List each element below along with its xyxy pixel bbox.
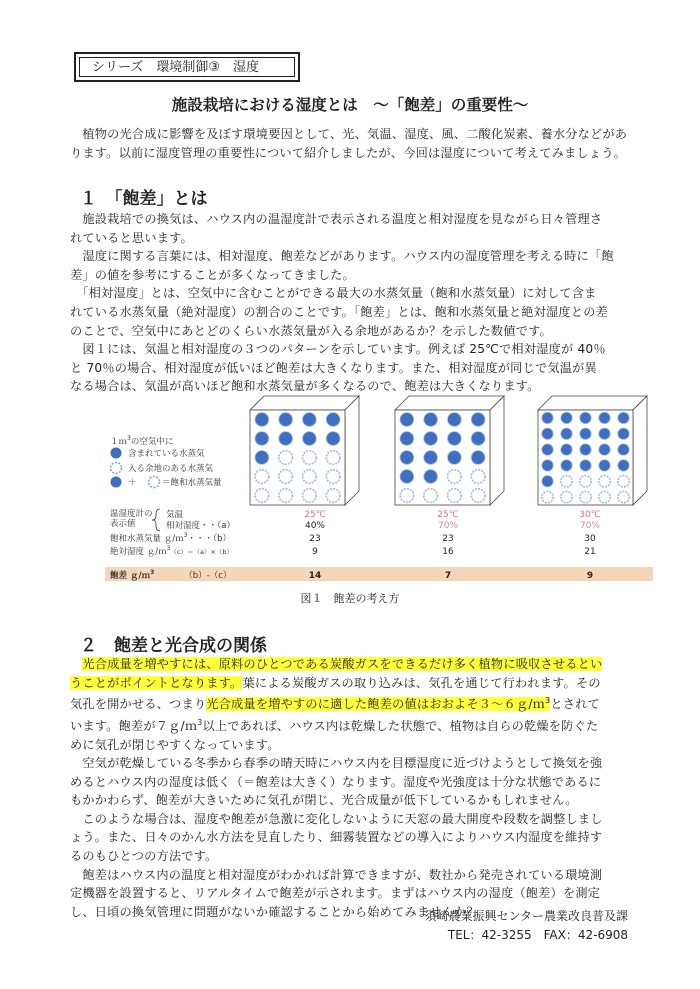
water-vapor-empty-dot	[580, 476, 591, 487]
water-vapor-empty-dot	[448, 470, 462, 484]
label-display-1: 温湿度計の	[110, 509, 153, 519]
value-abs-1: 9	[312, 547, 318, 557]
water-vapor-filled-dot	[580, 460, 591, 471]
cube-3	[538, 396, 647, 505]
section2-line: めるとハウス内の湿度は低く（＝飽差は大きく）なります。湿度や光強度は十分な状態であるに	[70, 774, 602, 789]
water-vapor-filled-dot	[326, 413, 340, 427]
water-vapor-filled-dot	[279, 413, 293, 427]
section1-body	[70, 210, 630, 396]
water-vapor-empty-dot	[618, 476, 629, 487]
section2-line: し、日頃の換気管理に問題がないか確認することから始めてみませんか？	[70, 904, 479, 919]
series-label-box	[74, 52, 300, 82]
water-vapor-filled-dot	[255, 413, 269, 427]
water-vapor-empty-dot	[542, 491, 553, 502]
water-vapor-filled-dot	[599, 460, 610, 471]
value-abs-2: 16	[442, 547, 454, 557]
value-sat-3: 30	[584, 534, 596, 544]
water-vapor-empty-dot	[326, 470, 340, 484]
label-sat: 飽和水蒸気量 ｇ/ｍ$^3$・・・（b）	[110, 532, 232, 544]
section1-line: 差」の値を参考にすることが多くなってきました。	[70, 267, 355, 282]
intro-line: 植物の光合成に影響を及ぼす環境要因として、光、気温、湿度、風、二酸化炭素、養水分などがあ	[70, 127, 628, 141]
section2-line: めに気孔が閉じやすくなっています。	[70, 737, 280, 752]
value-abs-3: 21	[584, 547, 596, 557]
section2-line: 定機器を設置すると、リアルタイムで飽差が示されます。まずはハウス内の湿度（飽差）を測定	[70, 886, 601, 901]
water-vapor-empty-dot	[561, 491, 572, 502]
water-vapor-filled-dot	[448, 451, 462, 465]
cube-side	[490, 396, 504, 505]
value-temp-1: 25℃	[304, 510, 326, 520]
water-vapor-filled-dot	[561, 444, 572, 455]
intro-paragraph	[70, 125, 630, 162]
section1-line: なる場合は、気温が高いほど飽和水蒸気量が多くなるので、飽差は大きくなります。	[70, 379, 540, 394]
section2-line: このような場合は、湿度や飽差が急激に変化しないように天窓の最大開度や段数を調整しまし	[70, 811, 603, 826]
water-vapor-filled-dot	[561, 460, 572, 471]
highlight-text: 光合成量を増やすのに適した飽差の値はおおよそ３～６ｇ/ｍ$^3$	[206, 696, 551, 712]
water-vapor-filled-dot	[542, 428, 553, 439]
section2-line: うことがポイントとなります。葉による炭酸ガスの取り込みは、気孔を通じて行われます。その	[70, 675, 601, 690]
water-vapor-empty-dot	[580, 491, 591, 502]
water-vapor-filled-dot	[561, 412, 572, 423]
water-vapor-empty-dot	[471, 470, 485, 484]
water-vapor-filled-dot	[471, 432, 485, 446]
water-vapor-empty-dot	[303, 489, 317, 503]
cube-top	[250, 396, 359, 410]
label-abs: 絶対湿度 ｇ/ｍ$^3_{(c)=(a)\times(b)}$	[110, 545, 234, 557]
brace-icon	[152, 509, 160, 531]
highlight-text: うことがポイントとなります。	[70, 675, 243, 690]
water-vapor-empty-dot	[424, 489, 438, 503]
water-vapor-empty-dot	[561, 476, 572, 487]
water-vapor-empty-dot	[303, 470, 317, 484]
page-title: 施設栽培における湿度とは ～「飽差」の重要性～	[171, 96, 529, 114]
cube-top	[395, 396, 504, 410]
section2-line: るのもひとつの方法です。	[70, 849, 218, 864]
water-vapor-filled-dot	[279, 432, 293, 446]
value-diff-2: 7	[444, 571, 452, 581]
section1-line: れている水蒸気量（絶対湿度）の割合のことです。「飽差」とは、飽和水蒸気量と絶対湿度との差	[70, 304, 608, 319]
value-rh-2: 70%	[437, 521, 459, 531]
section1-heading: １ 「飽差」とは	[80, 189, 208, 209]
water-vapor-filled-dot	[580, 444, 591, 455]
label-temp: 気温	[166, 510, 184, 520]
series-label: シリーズ 環境制御③ 湿度	[79, 57, 295, 77]
section1-line: 施設栽培での換気は、ハウス内の温湿度計で表示される温度と相対湿度を見ながら日々管理さ	[70, 212, 603, 226]
water-vapor-empty-dot	[599, 491, 610, 502]
section2-line: 空気が乾燥している冬季から春季の晴天時にハウス内を目標湿度に近づけようとして換気を強	[70, 756, 603, 771]
legend-filled-icon	[111, 448, 122, 459]
water-vapor-filled-dot	[618, 428, 629, 439]
value-diff-3: 9	[586, 571, 594, 581]
water-vapor-filled-dot	[400, 470, 414, 484]
section1-line: 図１には、気温と相対湿度の３つのパターンを示しています。例えば 25℃で相対湿度が 40％	[70, 342, 606, 357]
water-vapor-filled-dot	[542, 460, 553, 471]
legend-empty-icon	[111, 463, 122, 474]
water-vapor-empty-dot	[303, 451, 317, 465]
legend-sum-filled-icon	[111, 477, 122, 488]
section2-body	[70, 655, 630, 921]
value-diff-1: 14	[308, 571, 322, 581]
water-vapor-filled-dot	[542, 412, 553, 423]
water-vapor-empty-dot	[326, 489, 340, 503]
water-vapor-empty-dot	[471, 489, 485, 503]
water-vapor-filled-dot	[542, 444, 553, 455]
water-vapor-filled-dot	[618, 412, 629, 423]
section1-line: 湿度に関する言葉には、相対湿度、飽差などがあります。ハウス内の湿度管理を考える時に「飽	[70, 249, 614, 264]
cube-1	[250, 396, 359, 505]
water-vapor-filled-dot	[303, 432, 317, 446]
water-vapor-empty-dot	[255, 489, 269, 503]
water-vapor-filled-dot	[561, 428, 572, 439]
section2-line: います。飽差が７ｇ/ｍ$^3$以上であれば、ハウス内は乾燥した状態で、植物は自らの乾燥を防ぐた	[70, 717, 599, 733]
value-temp-2: 25℃	[437, 510, 459, 520]
value-rh-1: 40%	[304, 521, 326, 531]
cube-illustrations	[250, 396, 647, 505]
section1-line: のことで、空気中にあとどのくらい水蒸気量が入る余地があるか？を示した数値です。	[70, 323, 552, 338]
water-vapor-filled-dot	[599, 444, 610, 455]
legend-empty-label: 入る余地のある水蒸気	[128, 464, 214, 474]
section2-heading: ２ 飽差と光合成の関係	[80, 636, 267, 656]
section2-line: 飽差はハウス内の温度と相対湿度がわかれば計算できますが、数社から発売されている環境測	[70, 867, 603, 882]
section2-line: 気孔を開かせる、つまり光合成量を増やすのに適した飽差の値はおおよそ３～６ｇ/ｍ$^3$とされて	[70, 696, 600, 712]
water-vapor-filled-dot	[471, 451, 485, 465]
value-temp-3: 30℃	[579, 510, 601, 520]
section2-line: もかかわらず、飽差が大きいために気孔が閉じ、光合成量が低下しているかもしれません。	[70, 793, 578, 808]
water-vapor-filled-dot	[618, 444, 629, 455]
section1-line: と 70％の場合、相対湿度が低いほど飽差は大きくなります。また、相対湿度が同じで気温が異	[70, 360, 597, 375]
water-vapor-empty-dot	[279, 451, 293, 465]
water-vapor-filled-dot	[424, 432, 438, 446]
water-vapor-filled-dot	[599, 428, 610, 439]
water-vapor-filled-dot	[303, 413, 317, 427]
water-vapor-filled-dot	[471, 413, 485, 427]
water-vapor-filled-dot	[448, 432, 462, 446]
figure-saturation-deficit	[100, 390, 660, 585]
water-vapor-empty-dot	[400, 489, 414, 503]
section1-line: れていると思います。	[70, 230, 193, 245]
water-vapor-filled-dot	[424, 451, 438, 465]
legend-sum-label: ＋ ＝飽和水蒸気量	[128, 478, 222, 488]
water-vapor-filled-dot	[400, 413, 414, 427]
cube-side	[345, 396, 359, 505]
label-sat-diff: 飽差 ｇ/ｍ$^3$ （b）-（c）	[110, 569, 232, 581]
value-sat-1: 23	[309, 534, 321, 544]
water-vapor-filled-dot	[326, 432, 340, 446]
footer-contact: TEL：42-3255 FAX：42-6908	[447, 928, 628, 942]
water-vapor-filled-dot	[400, 451, 414, 465]
water-vapor-filled-dot	[580, 428, 591, 439]
water-vapor-empty-dot	[618, 491, 629, 502]
water-vapor-empty-dot	[599, 476, 610, 487]
figure-caption: 図１ 飽差の考え方	[300, 592, 400, 605]
water-vapor-empty-dot	[448, 489, 462, 503]
legend-filled-label: 含まれている水蒸気	[128, 449, 205, 459]
value-rh-3: 70%	[579, 521, 601, 531]
highlight-text: 光合成量を増やすには、原料のひとつである炭酸ガスをできるだけ多く植物に吸収させるとい	[82, 657, 603, 671]
footer-org: 須崎農業振興センター農業改良普及課	[424, 909, 628, 923]
value-sat-2: 23	[442, 534, 454, 544]
water-vapor-filled-dot	[542, 476, 553, 487]
legend-title: １ｍ$^3$の空気中に	[110, 435, 174, 447]
water-vapor-filled-dot	[448, 413, 462, 427]
intro-line: ります。以前に湿度管理の重要性について紹介しましたが、今回は湿度について考えてみましょう。	[70, 145, 626, 160]
section1-line: 「相対湿度」とは、空気中に含むことができる最大の水蒸気量（飽和水蒸気量）に対して含ま	[70, 286, 597, 301]
water-vapor-filled-dot	[599, 412, 610, 423]
water-vapor-filled-dot	[618, 460, 629, 471]
label-display-2: 表示値	[110, 519, 136, 529]
water-vapor-empty-dot	[279, 470, 293, 484]
water-vapor-empty-dot	[279, 489, 293, 503]
water-vapor-filled-dot	[255, 451, 269, 465]
cube-top	[538, 396, 647, 410]
water-vapor-filled-dot	[424, 413, 438, 427]
label-rh: 相対湿度・・（a）	[166, 521, 235, 531]
water-vapor-empty-dot	[326, 451, 340, 465]
cube-2	[395, 396, 504, 505]
section2-line	[70, 655, 630, 674]
water-vapor-filled-dot	[400, 432, 414, 446]
water-vapor-filled-dot	[255, 432, 269, 446]
cube-side	[633, 396, 647, 505]
water-vapor-empty-dot	[255, 470, 269, 484]
water-vapor-filled-dot	[580, 412, 591, 423]
water-vapor-filled-dot	[424, 470, 438, 484]
section2-line: ょう。また、日々のかん水方法を見直したり、細霧装置などの導入によりハウス内湿度を維持す	[70, 830, 603, 845]
